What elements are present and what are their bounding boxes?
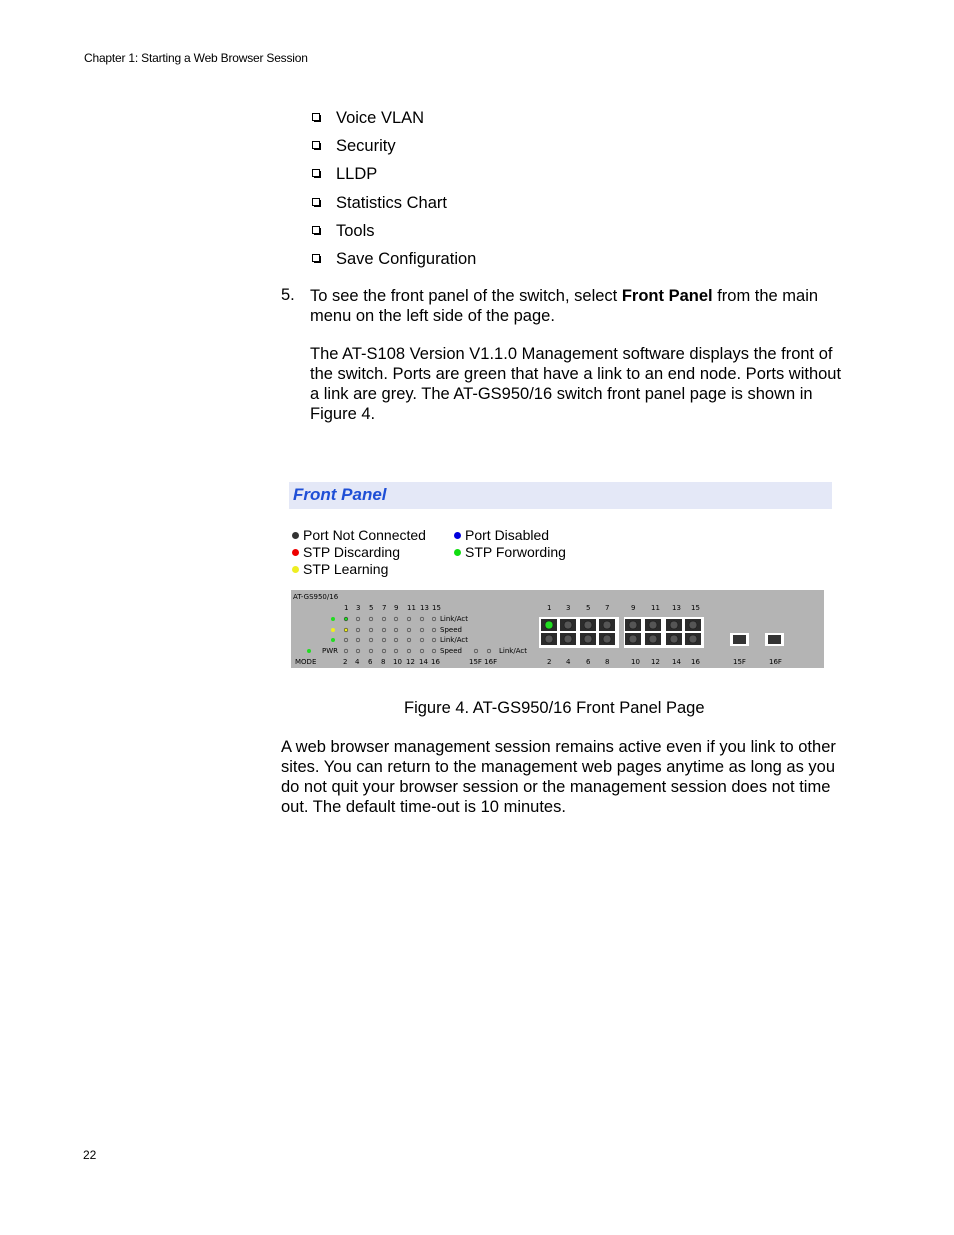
- bullet-item: [310, 220, 476, 248]
- checkbox-bullet-icon: [312, 169, 320, 177]
- sfp-led-icon: [487, 649, 491, 653]
- status-led-icon: [331, 628, 335, 632]
- checkbox-bullet-icon: [312, 141, 320, 149]
- step-text: [310, 286, 850, 326]
- port-number: 4: [566, 658, 571, 666]
- led-number: 10: [393, 658, 402, 666]
- port-status-icon: [603, 621, 611, 629]
- led-row-label: Speed: [440, 647, 462, 655]
- port-status-icon: [649, 621, 657, 629]
- front-panel-title: Front Panel: [293, 485, 387, 504]
- switch-panel-graphic: [291, 590, 824, 668]
- bullet-item: [310, 192, 476, 220]
- legend-dot-icon: [454, 532, 461, 539]
- checkbox-bullet-icon: [312, 198, 320, 206]
- port-led-icon: [432, 649, 436, 653]
- legend-dot-icon: [454, 549, 461, 556]
- port-led-icon: [432, 617, 436, 621]
- chapter-header: Chapter 1: Starting a Web Browser Session: [84, 51, 308, 65]
- port-number: 15: [691, 604, 700, 612]
- led-number: 5: [369, 604, 374, 612]
- led-number: 9: [394, 604, 399, 612]
- port-led-icon: [394, 638, 398, 642]
- port-number: 5: [586, 604, 591, 612]
- port-led-icon: [407, 638, 411, 642]
- bullet-label: Tools: [336, 221, 375, 240]
- port-number: 13: [672, 604, 681, 612]
- sfp-port-label: 15F: [733, 658, 746, 666]
- legend-dot-icon: [292, 549, 299, 556]
- port-status-icon: [689, 635, 697, 643]
- page-number: 22: [83, 1148, 97, 1162]
- port-status-icon: [670, 621, 678, 629]
- status-led-icon: [331, 617, 335, 621]
- port-blocks: [539, 617, 704, 648]
- led-number: 13: [420, 604, 429, 612]
- led-number: 14: [419, 658, 428, 666]
- legend-item: [454, 527, 549, 544]
- port-status-icon: [689, 621, 697, 629]
- port-led-icon: [344, 628, 348, 632]
- sfp-led-labels: 15F 16F: [469, 658, 498, 666]
- port-number: 10: [631, 658, 640, 666]
- bullet-item: [310, 163, 476, 191]
- led-number: 4: [355, 658, 360, 666]
- legend-label: STP Learning: [303, 561, 389, 577]
- port-led-icon: [382, 628, 386, 632]
- legend-item: [292, 544, 400, 561]
- switch-front-panel: [291, 590, 824, 668]
- legend-label: Port Not Connected: [303, 527, 426, 543]
- port-led-icon: [420, 617, 424, 621]
- port-number: 14: [672, 658, 681, 666]
- step-text-after: from the main menu on the left side of the page.: [310, 287, 819, 325]
- led-number: 16: [431, 658, 440, 666]
- port-status-icon: [564, 621, 572, 629]
- port-led-icon: [356, 617, 360, 621]
- port-number: 3: [566, 604, 571, 612]
- port-status-icon: [603, 635, 611, 643]
- sfp-port-icon: [733, 635, 746, 644]
- led-number: 1: [344, 604, 349, 612]
- closing-paragraph: A web browser management session remains active even if you link to other sites. You can return to the management web pages anytime as long as you do not quit your browser session or the management session does not time out. The default time-out is 10 minutes.: [281, 738, 836, 816]
- port-number: 9: [631, 604, 636, 612]
- sfp-port-label: 16F: [769, 658, 782, 666]
- led-number: 7: [382, 604, 387, 612]
- port-led-icon: [344, 617, 348, 621]
- port-led-icon: [432, 628, 436, 632]
- bullet-list: [310, 107, 476, 276]
- port-led-icon: [344, 649, 348, 653]
- port-number: 8: [605, 658, 610, 666]
- port-number: 11: [651, 604, 660, 612]
- figure-reference: Figure 4.: [310, 405, 376, 423]
- port-number: 16: [691, 658, 700, 666]
- legend-item: [454, 544, 566, 561]
- bullet-label: LLDP: [336, 165, 378, 184]
- bullet-label: Voice VLAN: [336, 109, 425, 127]
- port-top-numbers: [547, 604, 700, 612]
- legend-label: Port Disabled: [465, 527, 550, 543]
- port-led-icon: [382, 638, 386, 642]
- led-number: 2: [343, 658, 348, 666]
- switch-model-label: AT-GS950/16: [293, 593, 339, 601]
- port-led-icon: [432, 638, 436, 642]
- port-led-icon: [356, 638, 360, 642]
- port-led-icon: [420, 638, 424, 642]
- port-led-icon: [356, 649, 360, 653]
- pwr-label: PWR: [322, 647, 339, 655]
- sfp-link-label: Link/Act: [499, 647, 527, 655]
- port-number: 12: [651, 658, 660, 666]
- port-led-icon: [394, 649, 398, 653]
- led-top-numbers: [344, 604, 441, 612]
- led-row-label: Speed: [440, 626, 462, 634]
- led-row-label: Link/Act: [440, 636, 468, 644]
- bullet-label: Save Configuration: [336, 249, 477, 268]
- led-grid: [331, 617, 436, 653]
- sfp-port-icon: [768, 635, 781, 644]
- legend-item: [292, 527, 426, 544]
- port-status-icon: [584, 635, 592, 643]
- port-number: 7: [605, 604, 610, 612]
- port-led-icon: [394, 628, 398, 632]
- port-led-icon: [369, 649, 373, 653]
- port-status-icon: [564, 635, 572, 643]
- port-number: 1: [547, 604, 552, 612]
- port-led-icon: [420, 649, 424, 653]
- port-status-icon: [629, 621, 637, 629]
- port-bottom-numbers: [547, 658, 700, 666]
- port-number: 2: [547, 658, 552, 666]
- led-number: 6: [368, 658, 373, 666]
- description-paragraph: [310, 344, 850, 424]
- bullet-item: [310, 135, 476, 163]
- led-number: 15: [432, 604, 441, 612]
- port-status-icon: [629, 635, 637, 643]
- port-led-icon: [344, 638, 348, 642]
- bullet-label: Security: [336, 137, 396, 156]
- port-led-icon: [394, 617, 398, 621]
- led-number: 8: [381, 658, 386, 666]
- description-text: The AT-S108 Version V1.1.0 Management software displays the front of the switch. Ports are green that have a link to an end node. Ports without a link are grey. The AT-GS950/16 switch front panel page is shown in: [310, 345, 842, 403]
- led-bottom-numbers: [343, 658, 440, 666]
- port-led-icon: [369, 638, 373, 642]
- port-led-icon: [420, 628, 424, 632]
- legend-label: STP Discarding: [303, 544, 401, 560]
- figure-caption: Figure 4. AT-GS950/16 Front Panel Page: [404, 699, 705, 717]
- port-led-icon: [369, 617, 373, 621]
- port-led-icon: [407, 617, 411, 621]
- led-number: 12: [406, 658, 415, 666]
- checkbox-bullet-icon: [312, 226, 320, 234]
- legend-label: STP Forwording: [465, 544, 566, 560]
- port-status-icon: [584, 621, 592, 629]
- port-led-icon: [407, 649, 411, 653]
- port-status-icon: [649, 635, 657, 643]
- port-status-icon: [545, 621, 553, 629]
- legend-item: [292, 561, 388, 578]
- port-led-icon: [382, 649, 386, 653]
- sfp-led-icon: [474, 649, 478, 653]
- status-led-icon: [331, 638, 335, 642]
- step-text-before: To see the front panel of the switch, select: [310, 287, 622, 305]
- led-number: 11: [407, 604, 416, 612]
- bullet-item: [310, 248, 476, 276]
- mode-label: MODE: [295, 658, 317, 666]
- bullet-label: Statistics Chart: [336, 193, 447, 212]
- port-status-icon: [670, 635, 678, 643]
- port-number: 6: [586, 658, 591, 666]
- led-number: 3: [356, 604, 361, 612]
- checkbox-bullet-icon: [312, 254, 320, 262]
- led-row-label: Link/Act: [440, 615, 468, 623]
- port-status-icon: [545, 635, 553, 643]
- step-bold-term: Front Panel: [621, 287, 713, 305]
- checkbox-bullet-icon: [312, 113, 320, 121]
- port-led-icon: [356, 628, 360, 632]
- port-led-icon: [369, 628, 373, 632]
- front-panel-title-bar: [289, 482, 832, 509]
- pwr-led-icon: [307, 649, 311, 653]
- bullet-item: [310, 107, 476, 135]
- legend-dot-icon: [292, 532, 299, 539]
- port-led-icon: [382, 617, 386, 621]
- step-number: 5.: [281, 286, 295, 304]
- legend-dot-icon: [292, 566, 299, 573]
- port-led-icon: [407, 628, 411, 632]
